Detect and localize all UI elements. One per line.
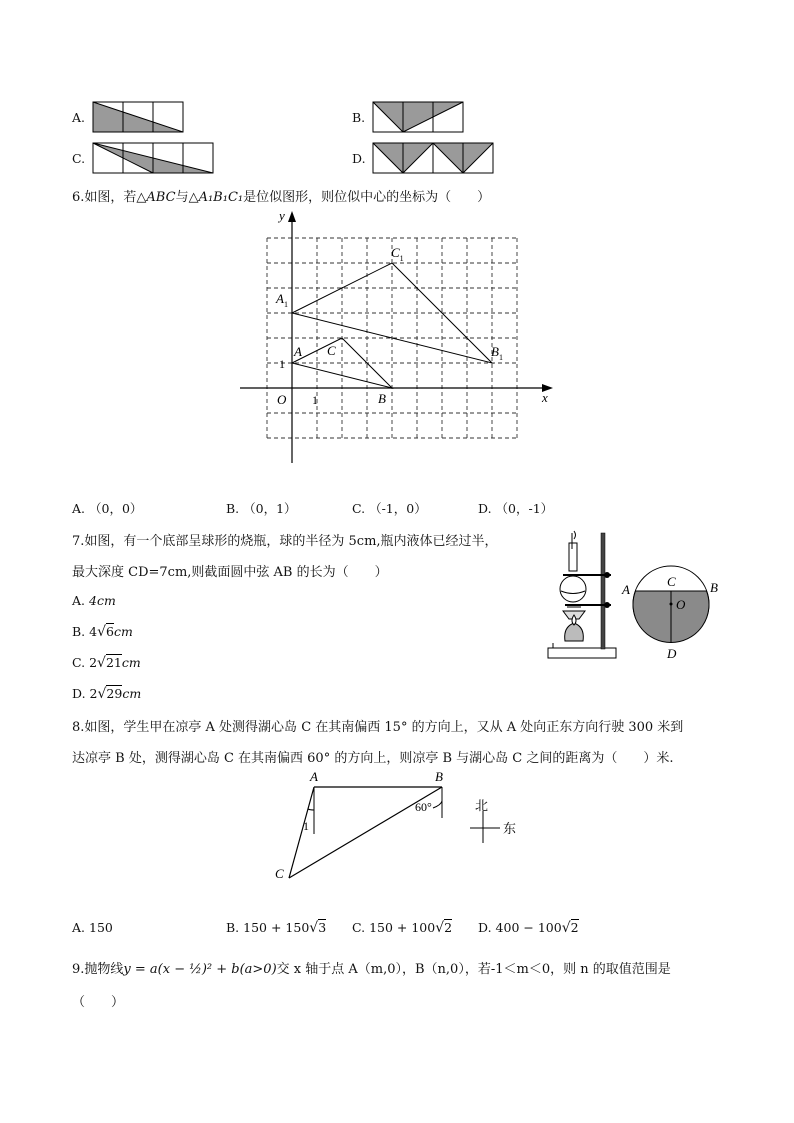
q6-point-a: A	[294, 344, 302, 359]
q8-point-c: C	[275, 866, 284, 881]
q6-y-label: y	[279, 208, 285, 223]
q6-triangle-a1b1c1: △A₁B₁C₁	[188, 190, 244, 205]
q6-stem	[72, 186, 490, 205]
q5-option-b-label: B.	[352, 110, 366, 125]
q7-line-1: 7.如图，有一个底部呈球形的烧瓶，球的半径为 5cm,瓶内液体已经过半，	[72, 534, 498, 549]
q6-option-d: D. （0，-1）	[478, 501, 554, 516]
q6-y-arrow	[288, 211, 296, 222]
q6-stem-mid: 与	[175, 190, 189, 205]
q7-point-c: C	[667, 574, 676, 589]
q8-option-b: B. 150 + 150√3	[226, 920, 327, 936]
q9-line-1: 9.抛物线y = a(x − ½)² + b(a>0)交 x 轴于点 A（m,0），B（n,0），若-1＜m＜0，则 n 的取值范围是	[72, 962, 671, 977]
q8-option-a: A. 150	[72, 920, 113, 935]
q7-line-2: 最大深度 CD=7cm,则截面圆中弦 AB 的长为（ ）	[72, 565, 388, 580]
q6-option-a: A. （0，0）	[72, 501, 143, 516]
q8-point-b: B	[435, 769, 443, 784]
q8-line-2: 达凉亭 B 处，测得湖心岛 C 在其南偏西 60° 的方向上，则凉亭 B 与湖心岛 C 之间的距离为（ ）米.	[72, 751, 674, 766]
q7-point-a: A	[622, 582, 630, 597]
q8-line-1: 8.如图，学生甲在凉亭 A 处测得湖心岛 C 在其南偏西 15° 的方向上，又从 A 处向正东方向行驶 300 米到	[72, 720, 684, 735]
q5-option-a-label: A.	[72, 110, 86, 125]
q6-point-b1: $B_1$	[491, 344, 503, 362]
q6-point-c1: $C_1$	[391, 245, 404, 263]
q7-option-c: C. 2√21cm	[72, 655, 141, 671]
q6-y-unit-label: 1	[279, 357, 285, 371]
q8-figure	[270, 766, 530, 886]
q6-option-b: B. （0，1）	[226, 501, 297, 516]
q6-x-unit-label: 1	[312, 393, 318, 407]
q5-option-a-figure	[92, 101, 184, 133]
q6-origin-label: O	[277, 392, 287, 407]
q7-circle-section	[618, 560, 728, 665]
q9-line-2: （ ）	[72, 995, 125, 1010]
q8-option-c: C. 150 + 100√2	[352, 920, 453, 936]
q6-option-c: C. （-1，0）	[352, 501, 427, 516]
q7-option-b: B. 4√6cm	[72, 624, 133, 640]
q7-option-d: D. 2√29cm	[72, 686, 142, 702]
q9-formula: y = a(x − ½)² + b(a>0)	[123, 962, 277, 977]
q8-angle-1: 1	[303, 819, 309, 833]
q5-option-d-figure	[372, 142, 494, 174]
q8-compass-north: 北	[475, 798, 489, 813]
q5-option-b-figure	[372, 101, 464, 133]
q8-compass-east: 东	[503, 821, 517, 836]
q5-option-c-label: C.	[72, 151, 86, 166]
q6-stem-post: 是位似图形，则位似中心的坐标为（ ）	[243, 190, 491, 205]
q6-coordinate-figure	[235, 205, 565, 467]
q8-angle-60: 60°	[415, 800, 432, 814]
q6-point-c: C	[327, 343, 336, 358]
q7-flask-apparatus	[545, 527, 620, 664]
q6-triangle-abc: △ABC	[136, 190, 176, 205]
q6-x-label: x	[542, 390, 548, 405]
q7-point-b: B	[710, 580, 718, 595]
q7-point-d: D	[667, 646, 677, 661]
q6-number: 6.	[72, 190, 85, 205]
q5-option-d-label: D.	[352, 151, 366, 166]
q7-option-a: A. 4cm	[72, 593, 116, 608]
q8-point-a: A	[310, 769, 318, 784]
q8-option-d: D. 400 − 100√2	[478, 920, 579, 936]
q6-point-b: B	[378, 391, 386, 406]
q6-point-a1: $A_1$	[276, 291, 288, 309]
q5-option-c-figure	[92, 142, 214, 174]
q6-stem-pre: 如图，若	[84, 190, 137, 205]
q7-point-o: O	[676, 597, 686, 612]
